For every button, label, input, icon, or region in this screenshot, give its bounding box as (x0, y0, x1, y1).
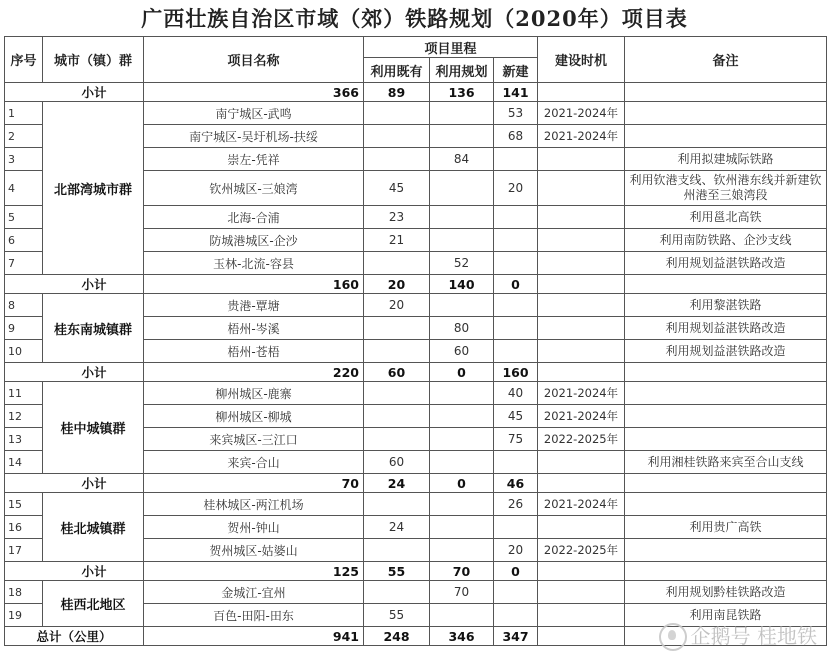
planned-km (430, 405, 494, 428)
row-index: 4 (5, 171, 43, 206)
note (625, 382, 827, 405)
total-label: 总计（公里） (5, 627, 144, 646)
subtotal-new: 0 (494, 562, 538, 581)
build-time: 2021-2024年 (538, 102, 625, 125)
subtotal-row (5, 83, 827, 102)
existing-km: 55 (364, 604, 430, 627)
planned-km (430, 604, 494, 627)
header-mileage: 项目里程 (364, 37, 538, 58)
planned-km (430, 382, 494, 405)
project-name: 贺州城区-姑婆山 (144, 539, 364, 562)
page-title: 广西壮族自治区市域（郊）铁路规划（2020年）项目表 (141, 6, 688, 31)
build-time (538, 340, 625, 363)
group-name: 桂中城镇群 (43, 382, 144, 474)
row-index: 5 (5, 206, 43, 229)
row-index: 15 (5, 493, 43, 516)
existing-km: 20 (364, 294, 430, 317)
header-new: 新建 (494, 58, 538, 83)
row-index: 2 (5, 125, 43, 148)
note: 利用钦港支线、钦州港东线并新建钦州港至三娘湾段 (625, 171, 827, 206)
subtotal-total: 160 (144, 275, 364, 294)
note: 利用拟建城际铁路 (625, 148, 827, 171)
watermark (659, 620, 817, 652)
subtotal-planned: 0 (430, 474, 494, 493)
planned-km (430, 539, 494, 562)
build-time: 2021-2024年 (538, 125, 625, 148)
existing-km (364, 340, 430, 363)
existing-km (364, 428, 430, 451)
subtotal-total: 220 (144, 363, 364, 382)
project-name: 南宁城区-吴圩机场-扶绥 (144, 125, 364, 148)
note: 利用黎湛铁路 (625, 294, 827, 317)
note: 利用规划黔桂铁路改造 (625, 581, 827, 604)
header-index: 序号 (5, 37, 43, 83)
header-build-time: 建设时机 (538, 37, 625, 83)
new-km: 20 (494, 171, 538, 206)
project-name: 梧州-岑溪 (144, 317, 364, 340)
group-name: 桂北城镇群 (43, 493, 144, 562)
row-index: 13 (5, 428, 43, 451)
project-name: 钦州城区-三娘湾 (144, 171, 364, 206)
group-name: 桂东南城镇群 (43, 294, 144, 363)
row-index: 6 (5, 229, 43, 252)
row-index: 9 (5, 317, 43, 340)
existing-km: 60 (364, 451, 430, 474)
row-index: 17 (5, 539, 43, 562)
note (625, 428, 827, 451)
planned-km (430, 125, 494, 148)
table-row (5, 382, 827, 405)
subtotal-total: 70 (144, 474, 364, 493)
new-km (494, 294, 538, 317)
header-note: 备注 (625, 37, 827, 83)
existing-km (364, 102, 430, 125)
project-name: 崇左-凭祥 (144, 148, 364, 171)
row-index: 1 (5, 102, 43, 125)
row-index: 3 (5, 148, 43, 171)
subtotal-row (5, 562, 827, 581)
total-total: 941 (144, 627, 364, 646)
existing-km (364, 539, 430, 562)
new-km: 40 (494, 382, 538, 405)
build-time (538, 604, 625, 627)
note: 利用规划益湛铁路改造 (625, 252, 827, 275)
header-city-group: 城市（镇）群 (43, 37, 144, 83)
planned-km (430, 428, 494, 451)
note: 利用贵广高铁 (625, 516, 827, 539)
header-existing: 利用既有 (364, 58, 430, 83)
subtotal-label: 小计 (5, 275, 144, 294)
project-name: 来宾城区-三江口 (144, 428, 364, 451)
build-time (538, 516, 625, 539)
subtotal-new: 160 (494, 363, 538, 382)
planned-km (430, 102, 494, 125)
existing-km (364, 581, 430, 604)
existing-km (364, 125, 430, 148)
planned-km (430, 516, 494, 539)
project-name: 来宾-合山 (144, 451, 364, 474)
subtotal-row (5, 363, 827, 382)
subtotal-row (5, 275, 827, 294)
new-km (494, 317, 538, 340)
subtotal-existing: 89 (364, 83, 430, 102)
subtotal-label: 小计 (5, 363, 144, 382)
note (625, 539, 827, 562)
subtotal-label: 小计 (5, 474, 144, 493)
build-time: 2021-2024年 (538, 405, 625, 428)
note: 利用南防铁路、企沙支线 (625, 229, 827, 252)
subtotal-new: 46 (494, 474, 538, 493)
group-name: 桂西北地区 (43, 581, 144, 627)
existing-km (364, 493, 430, 516)
planned-km (430, 229, 494, 252)
build-time (538, 451, 625, 474)
planned-km (430, 171, 494, 206)
subtotal-existing: 60 (364, 363, 430, 382)
row-index: 16 (5, 516, 43, 539)
new-km (494, 604, 538, 627)
planned-km (430, 493, 494, 516)
note: 利用湘桂铁路来宾至合山支线 (625, 451, 827, 474)
new-km: 53 (494, 102, 538, 125)
build-time (538, 317, 625, 340)
project-name: 南宁城区-武鸣 (144, 102, 364, 125)
build-time (538, 148, 625, 171)
build-time (538, 294, 625, 317)
planned-km: 60 (430, 340, 494, 363)
build-time: 2021-2024年 (538, 382, 625, 405)
planned-km (430, 206, 494, 229)
planned-km: 80 (430, 317, 494, 340)
existing-km (364, 382, 430, 405)
row-index: 8 (5, 294, 43, 317)
row-index: 10 (5, 340, 43, 363)
project-name: 百色-田阳-田东 (144, 604, 364, 627)
row-index: 7 (5, 252, 43, 275)
project-name: 桂林城区-两江机场 (144, 493, 364, 516)
existing-km (364, 317, 430, 340)
new-km: 75 (494, 428, 538, 451)
project-table (4, 36, 827, 646)
project-name: 贺州-钟山 (144, 516, 364, 539)
subtotal-planned: 140 (430, 275, 494, 294)
table-row (5, 493, 827, 516)
existing-km: 24 (364, 516, 430, 539)
existing-km (364, 405, 430, 428)
subtotal-existing: 24 (364, 474, 430, 493)
project-name: 防城港城区-企沙 (144, 229, 364, 252)
new-km (494, 148, 538, 171)
build-time (538, 171, 625, 206)
existing-km (364, 148, 430, 171)
header-planned: 利用规划 (430, 58, 494, 83)
subtotal-existing: 55 (364, 562, 430, 581)
note: 利用邕北高铁 (625, 206, 827, 229)
project-name: 北海-合浦 (144, 206, 364, 229)
project-name: 柳州城区-柳城 (144, 405, 364, 428)
existing-km: 45 (364, 171, 430, 206)
build-time (538, 206, 625, 229)
build-time (538, 229, 625, 252)
planned-km: 84 (430, 148, 494, 171)
row-index: 14 (5, 451, 43, 474)
group-name: 北部湾城市群 (43, 102, 144, 275)
planned-km: 52 (430, 252, 494, 275)
subtotal-row (5, 474, 827, 493)
note (625, 405, 827, 428)
row-index: 12 (5, 405, 43, 428)
build-time (538, 581, 625, 604)
new-km (494, 340, 538, 363)
new-km (494, 581, 538, 604)
header-project-name: 项目名称 (144, 37, 364, 83)
planned-km: 70 (430, 581, 494, 604)
table-row (5, 581, 827, 604)
note: 利用规划益湛铁路改造 (625, 317, 827, 340)
project-name: 柳州城区-鹿寨 (144, 382, 364, 405)
new-km (494, 206, 538, 229)
row-index: 11 (5, 382, 43, 405)
new-km: 26 (494, 493, 538, 516)
row-index: 18 (5, 581, 43, 604)
total-new: 347 (494, 627, 538, 646)
new-km: 68 (494, 125, 538, 148)
project-name: 贵港-覃塘 (144, 294, 364, 317)
subtotal-existing: 20 (364, 275, 430, 294)
subtotal-planned: 0 (430, 363, 494, 382)
project-name: 玉林-北流-容县 (144, 252, 364, 275)
existing-km: 21 (364, 229, 430, 252)
new-km (494, 252, 538, 275)
build-time (538, 252, 625, 275)
subtotal-total: 125 (144, 562, 364, 581)
project-name: 梧州-苍梧 (144, 340, 364, 363)
subtotal-planned: 136 (430, 83, 494, 102)
note (625, 102, 827, 125)
build-time: 2021-2024年 (538, 493, 625, 516)
existing-km (364, 252, 430, 275)
new-km: 45 (494, 405, 538, 428)
build-time: 2022-2025年 (538, 539, 625, 562)
penguin-icon (659, 623, 687, 651)
new-km (494, 516, 538, 539)
watermark-text: 企鹅号 桂地铁 (690, 623, 817, 648)
new-km (494, 229, 538, 252)
new-km: 20 (494, 539, 538, 562)
note: 利用南昆铁路 (625, 604, 827, 627)
subtotal-total: 366 (144, 83, 364, 102)
total-existing: 248 (364, 627, 430, 646)
planned-km (430, 451, 494, 474)
subtotal-label: 小计 (5, 562, 144, 581)
note (625, 493, 827, 516)
subtotal-new: 0 (494, 275, 538, 294)
subtotal-new: 141 (494, 83, 538, 102)
planned-km (430, 294, 494, 317)
table-row (5, 102, 827, 125)
total-planned: 346 (430, 627, 494, 646)
row-index: 19 (5, 604, 43, 627)
note (625, 125, 827, 148)
project-name: 金城江-宜州 (144, 581, 364, 604)
existing-km: 23 (364, 206, 430, 229)
subtotal-label: 小计 (5, 83, 144, 102)
note: 利用规划益湛铁路改造 (625, 340, 827, 363)
new-km (494, 451, 538, 474)
table-row (5, 294, 827, 317)
build-time: 2022-2025年 (538, 428, 625, 451)
subtotal-planned: 70 (430, 562, 494, 581)
